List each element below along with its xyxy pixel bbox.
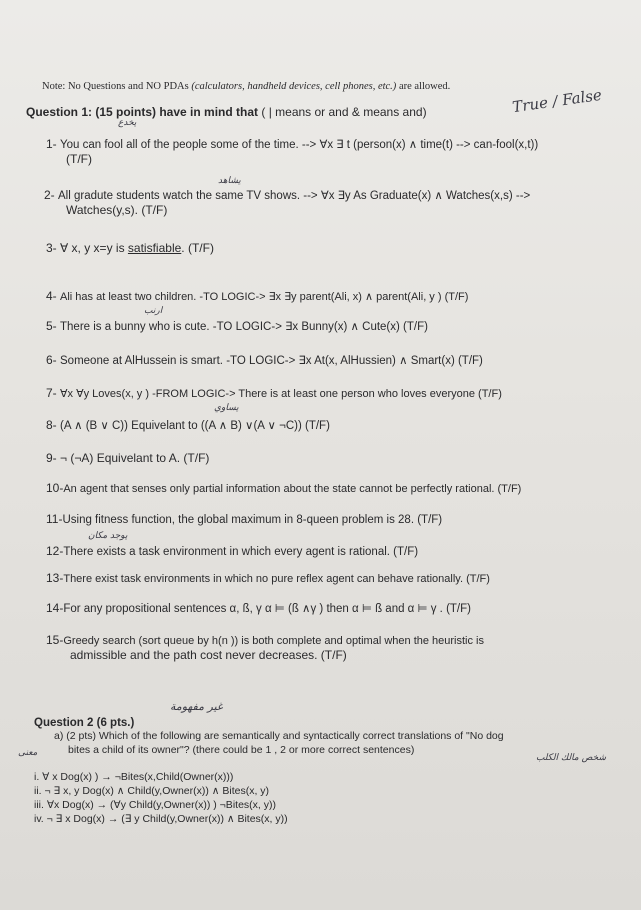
item-number: 11- (46, 512, 63, 526)
question-item-10 (46, 481, 521, 497)
question2-option-iii: iii. ∀x Dog(x) → (∀y Child(y,Owner(x)) ) ¬Bites(x, y)) (34, 799, 276, 811)
handwritten-arabic-note: يشاهد (218, 176, 241, 186)
handwritten-arabic-note: يخدع (118, 118, 137, 128)
item-number: 13- (46, 571, 64, 585)
item-number: 15- (46, 633, 64, 647)
item-text: Ali has at least two children. -TO LOGIC-> ∃x ∃y parent(Ali, x) ∧ parent(Ali, y ) (T/F) (60, 291, 469, 303)
question-item-6 (46, 353, 483, 369)
exam-note (42, 79, 450, 94)
item-text: ¬ (¬A) Equivelant to A. (T/F) (60, 451, 210, 465)
item-number: 12- (46, 544, 64, 558)
item-text: ∀x ∀y Loves(x, y ) -FROM LOGIC-> There is at least one person who loves everyone (T/F) (60, 388, 502, 400)
question1-heading-rest: ( | means or and & means and) (261, 105, 427, 119)
handwritten-arabic-note: ارنب (144, 306, 163, 316)
item-text: An agent that senses only partial information about the state cannot be perfectly rational. (T/F) (63, 483, 522, 495)
item-number: 10- (46, 481, 64, 495)
item-text: Someone at AlHussein is smart. -TO LOGIC-> ∃x At(x, AlHussien) ∧ Smart(x) (T/F) (60, 355, 483, 367)
question1-heading: Question 1: (15 points) have in mind that (26, 105, 259, 119)
question-item-12 (46, 544, 418, 560)
item-text-c: . (T/F) (181, 241, 214, 255)
item-number: 1- (46, 137, 57, 151)
item-text: There exists a task environment in which every agent is rational. (T/F) (63, 546, 419, 558)
question-item-3 (46, 241, 214, 256)
item-text: There is a bunny who is cute. -TO LOGIC-> ∃x Bunny(x) ∧ Cute(x) (T/F) (60, 321, 428, 333)
note-prefix: Note: No Questions and NO PDAs (42, 81, 189, 92)
question2-part-a: a) (2 pts) Which of the following are semantically and syntactically correct translations of "No dog (54, 730, 504, 742)
question-item-13 (46, 571, 490, 587)
item-text: There exist task environments in which no pure reflex agent can behave rationally. (T/F) (63, 573, 490, 585)
item-text: You can fool all of the people some of the time. --> ∀x ∃ t (person(x) ∧ time(t) --> can-fool(x,t)) (60, 139, 539, 151)
item-text: Using fitness function, the global maximum in 8-queen problem is 28. (T/F) (62, 514, 443, 526)
question-item-4 (46, 289, 468, 305)
item-number: 14- (46, 601, 64, 615)
question-item-11 (46, 512, 442, 528)
question-item-14 (46, 601, 471, 617)
item-number: 8- (46, 418, 57, 432)
item-text: (A ∧ (B ∨ C)) Equivelant to ((A ∧ B) ∨(A ∨ ¬C)) (T/F) (60, 420, 330, 432)
item-answer-line: (T/F) (66, 152, 92, 166)
handwritten-arabic-note: يوجد مكان (88, 531, 128, 541)
item-number: 3- (46, 241, 57, 255)
question-item-15 (46, 633, 484, 649)
item-answer-line: admissible and the path cost never decreases. (T/F) (70, 648, 347, 662)
item-number: 7- (46, 386, 57, 400)
handwritten-arabic-note: غير مفهومة (170, 700, 223, 713)
item-text: For any propositional sentences α, ß, γ α ⊨ (ß ∧γ ) then α ⊨ ß and α ⊨ γ . (T/F) (63, 603, 471, 615)
question2-title: Question 2 (6 pts.) (34, 717, 135, 729)
question2-part-a-line2: bites a child of its owner"? (there could be 1 , 2 or more correct sentences) (68, 744, 415, 756)
item-text-a: ∀ x, y x=y is (60, 241, 125, 255)
question1-title (26, 105, 427, 120)
item-number: 2- (44, 188, 55, 202)
item-text-b: satisfiable (127, 241, 182, 255)
item-number: 6- (46, 353, 57, 367)
item-text: Greedy search (sort queue by h(n )) is both complete and optimal when the heuristic is (63, 635, 484, 647)
handwritten-arabic-note: يساوي (214, 403, 239, 413)
handwritten-true-false: True / False (511, 85, 603, 117)
item-number: 9- (46, 451, 57, 465)
item-answer-line: Watches(y,s). (T/F) (66, 203, 168, 217)
handwritten-arabic-note: شخص مالك الكلب (535, 753, 606, 763)
question-item-7 (46, 386, 502, 402)
note-suffix: are allowed. (398, 81, 451, 92)
question-item-9 (46, 451, 209, 466)
question-item-8 (46, 418, 330, 434)
handwritten-arabic-note: معنى (18, 748, 38, 758)
item-number: 4- (46, 289, 57, 303)
question2-option-i: i. ∀ x Dog(x) ) → ¬Bites(x,Child(Owner(x))) (34, 771, 234, 783)
question2-option-iv: iv. ¬ ∃ x Dog(x) → (∃ y Child(y,Owner(x)) ∧ Bites(x, y)) (34, 813, 288, 825)
item-text: All gradute students watch the same TV shows. --> ∀x ∃y As Graduate(x) ∧ Watches(x,s) --> (58, 190, 531, 202)
note-italic: (calculators, handheld devices, cell phones, etc.) (191, 81, 397, 92)
question-item-5 (46, 319, 428, 335)
item-number: 5- (46, 319, 57, 333)
question-item-2 (44, 188, 530, 204)
question2-option-ii: ii. ¬ ∃ x, y Dog(x) ∧ Child(y,Owner(x)) ∧ Bites(x, y) (34, 785, 270, 797)
question-item-1 (46, 137, 538, 153)
